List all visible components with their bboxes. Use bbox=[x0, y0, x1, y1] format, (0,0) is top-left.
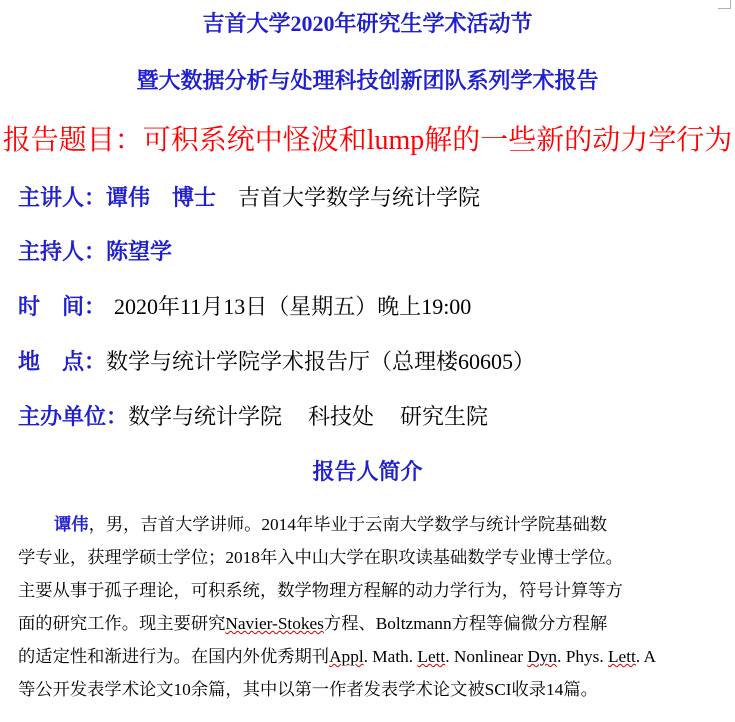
bio-text: ，男，吉首大学讲师。2014年毕业于云南大学数学与统计学院基础数 bbox=[88, 515, 608, 534]
title-line-2: 暨大数据分析与处理科技创新团队系列学术报告 bbox=[136, 68, 599, 93]
bio-text: . Math. bbox=[363, 647, 418, 666]
bio-line: 等公开发表学术论文10余篇，其中以第一作者发表学术论文被SCI收录14篇。 bbox=[18, 680, 598, 699]
bio-text: . A bbox=[635, 647, 656, 666]
organizer-item: 科技处 bbox=[308, 404, 375, 429]
report-title: 报告题目：可积系统中怪波和lump解的一些新的动力学行为 bbox=[2, 125, 733, 156]
bio-line: 主要从事于孤子理论，可积系统，数学物理方程解的动力学行为，符号计算等方 bbox=[18, 581, 623, 600]
bio-text: . Phys. bbox=[557, 647, 608, 666]
organizer-item: 数学与统计学院 bbox=[128, 404, 283, 429]
host-label: 主持人： bbox=[18, 239, 107, 264]
speaker-label: 主讲人： bbox=[18, 185, 107, 210]
host-name: 陈望学 bbox=[106, 239, 173, 264]
bio-text: . Nonlinear bbox=[445, 647, 528, 666]
organizer-label: 主办单位： bbox=[18, 404, 129, 429]
bio-text: 面的研究工作。现主要研究 bbox=[18, 614, 226, 633]
bio-line bbox=[18, 607, 718, 640]
place-label: 地 点： bbox=[18, 349, 107, 374]
bio-term: Navier-Stokes bbox=[225, 614, 324, 633]
place-value: 数学与统计学院学术报告厅（总理楼60605） bbox=[106, 349, 536, 374]
bio-paragraph bbox=[18, 508, 718, 706]
speaker-affiliation: 吉首大学数学与统计学院 bbox=[238, 185, 481, 210]
bio-heading: 报告人简介 bbox=[312, 459, 423, 484]
bio-text: 方程、Boltzmann方程等偏微分方程解 bbox=[323, 614, 608, 633]
bio-line: 学专业，获理学硕士学位；2018年入中山大学在职攻读基础数学专业博士学位。 bbox=[18, 548, 623, 567]
bio-line bbox=[18, 640, 718, 673]
place-row bbox=[18, 345, 535, 376]
speaker-degree: 博士 bbox=[172, 185, 217, 210]
journal-word: Lett bbox=[417, 647, 446, 666]
journal-word: Appl bbox=[329, 647, 364, 666]
bio-text: 的适定性和渐进行为。在国内外优秀期刊 bbox=[18, 647, 330, 666]
journal-word: Lett bbox=[607, 647, 636, 666]
bio-line bbox=[18, 508, 718, 541]
organizer-row bbox=[18, 400, 488, 431]
bio-name: 谭伟 bbox=[54, 515, 89, 534]
time-row bbox=[18, 290, 471, 321]
host-row bbox=[18, 235, 172, 266]
organizer-item: 研究生院 bbox=[400, 404, 489, 429]
time-value: 2020年11月13日（星期五）晚上19:00 bbox=[114, 294, 472, 319]
speaker-name: 谭伟 bbox=[106, 185, 151, 210]
title-line-1: 吉首大学2020年研究生学术活动节 bbox=[202, 11, 533, 36]
speaker-row bbox=[18, 181, 480, 212]
journal-word: Dyn bbox=[527, 647, 558, 666]
time-label: 时 间： bbox=[18, 294, 107, 319]
